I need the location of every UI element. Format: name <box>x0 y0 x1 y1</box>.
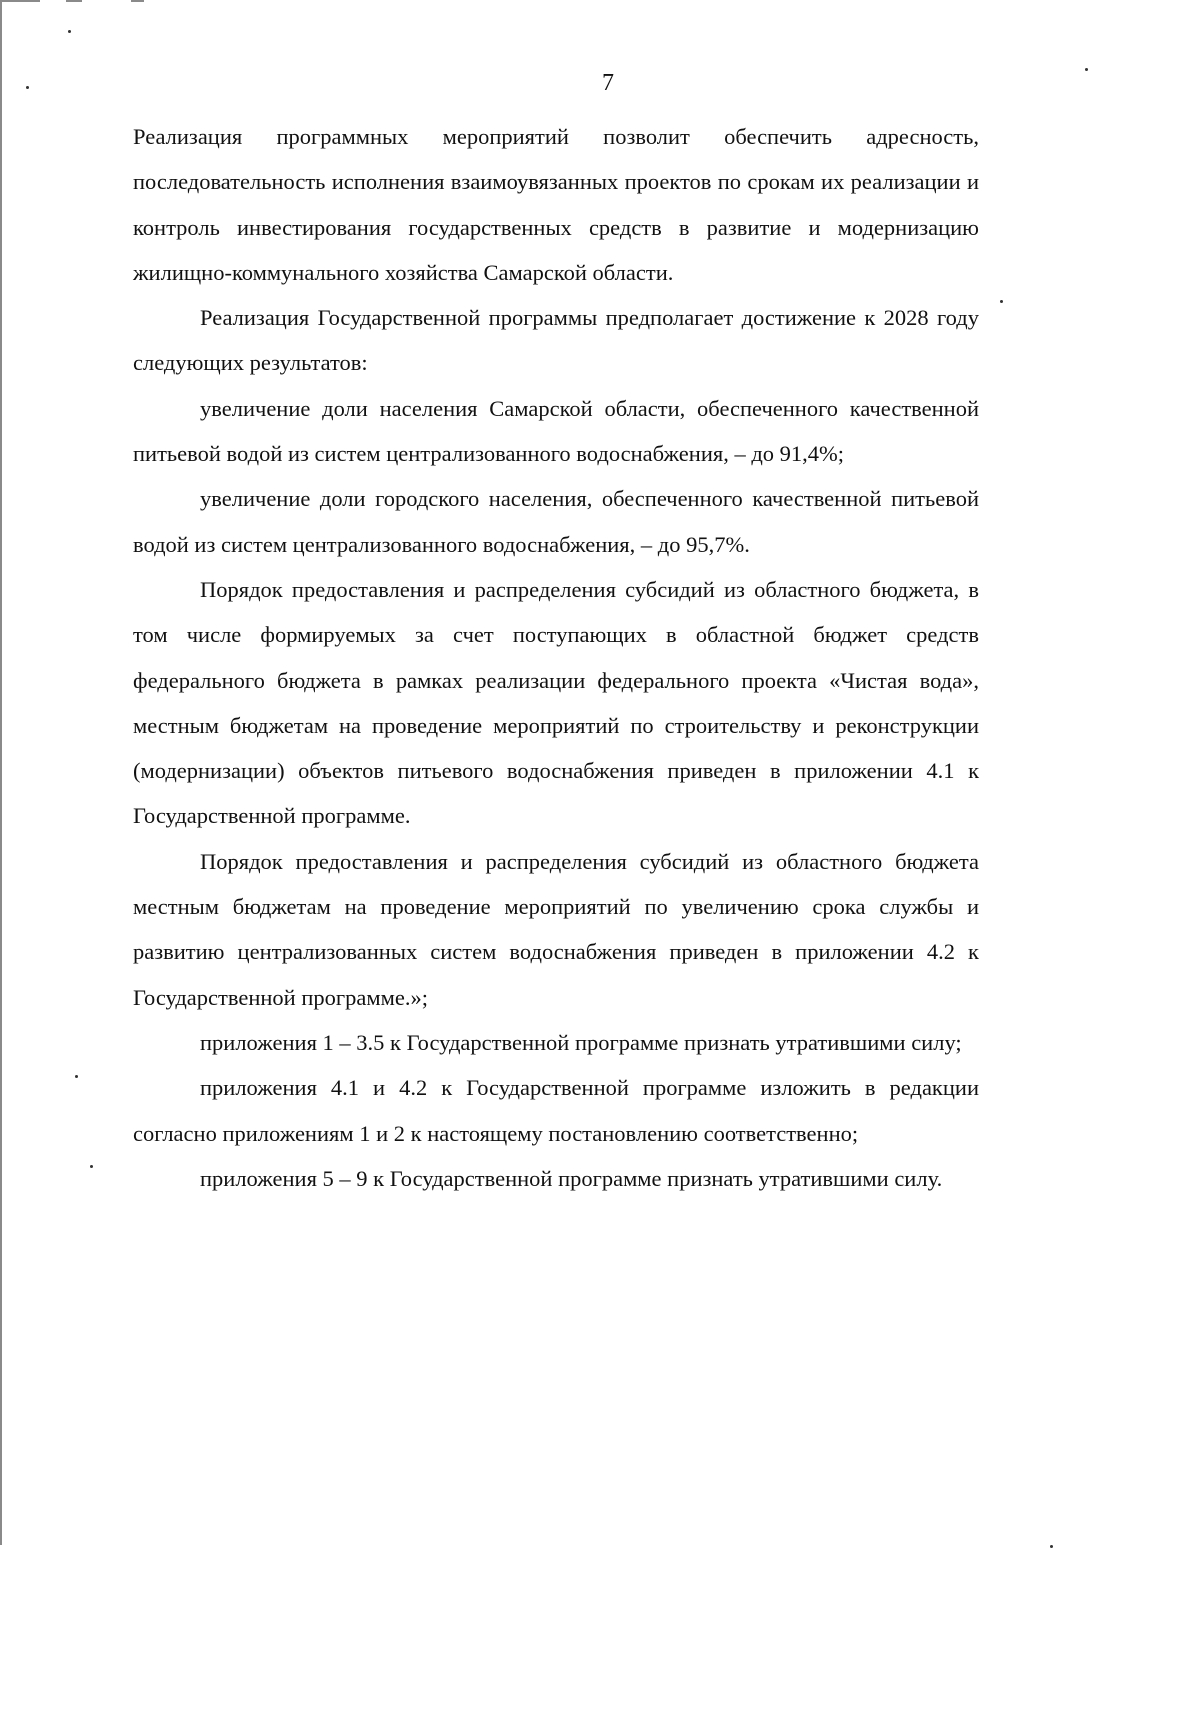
scan-top-mark <box>0 0 40 2</box>
paragraph: приложения 4.1 и 4.2 к Государственной программе изложить в редакции согласно приложениям 1 и 2 к настоящему постановлению соответственно; <box>133 1075 979 1146</box>
paragraph: Порядок предоставления и распределения субсидий из областного бюджета, в том числе формируемых за счет поступающих в областной бюджет средств федерального бюджета в рамках реализации федерального проекта «Чистая вода», местным бюджетам на проведение мероприятий по строительству и реконструкции (модернизации) объектов питьевого водоснабжения приведен в приложении 4.1 к Государственной программе. <box>133 576 979 829</box>
scan-top-mark <box>66 0 82 2</box>
scan-speck <box>75 1075 78 1078</box>
paragraph: увеличение доли населения Самарской области, обеспеченного качественной питьевой водой из систем централизованного водоснабжения, – до 91,4%; <box>133 395 979 467</box>
scan-left-edge <box>0 0 2 1545</box>
paragraph: Реализация программных мероприятий позволит обеспечить адресность, последовательность исполнения взаимоувязанных проектов по срокам их реализации и контроль инвестирования государственных средств в развитие и модернизацию жилищно-коммунального хозяйства Самарской области. <box>133 124 979 285</box>
paragraph: Реализация Государственной программы предполагает достижение к 2028 году следующих результатов: <box>133 305 979 376</box>
scan-top-mark <box>131 0 144 2</box>
scan-speck <box>1050 1545 1053 1548</box>
document-body <box>133 114 979 1201</box>
scan-speck <box>68 30 71 33</box>
page-number: 7 <box>602 70 614 96</box>
paragraph: приложения 5 – 9 к Государственной программе признать утратившими силу. <box>200 1165 943 1191</box>
paragraph: приложения 1 – 3.5 к Государственной программе признать утратившими силу; <box>200 1029 962 1055</box>
paragraph: Порядок предоставления и распределения субсидий из областного бюджета местным бюджетам на проведение мероприятий по увеличению срока службы и развитию централизованных систем водоснабжения приведен в приложении 4.2 к Государственной программе.»; <box>133 848 979 1010</box>
scan-speck <box>90 1165 93 1168</box>
paragraph: увеличение доли городского населения, обеспеченного качественной питьевой водой из систем централизованного водоснабжения, – до 95,7%. <box>133 486 979 557</box>
scan-speck <box>1000 300 1003 303</box>
